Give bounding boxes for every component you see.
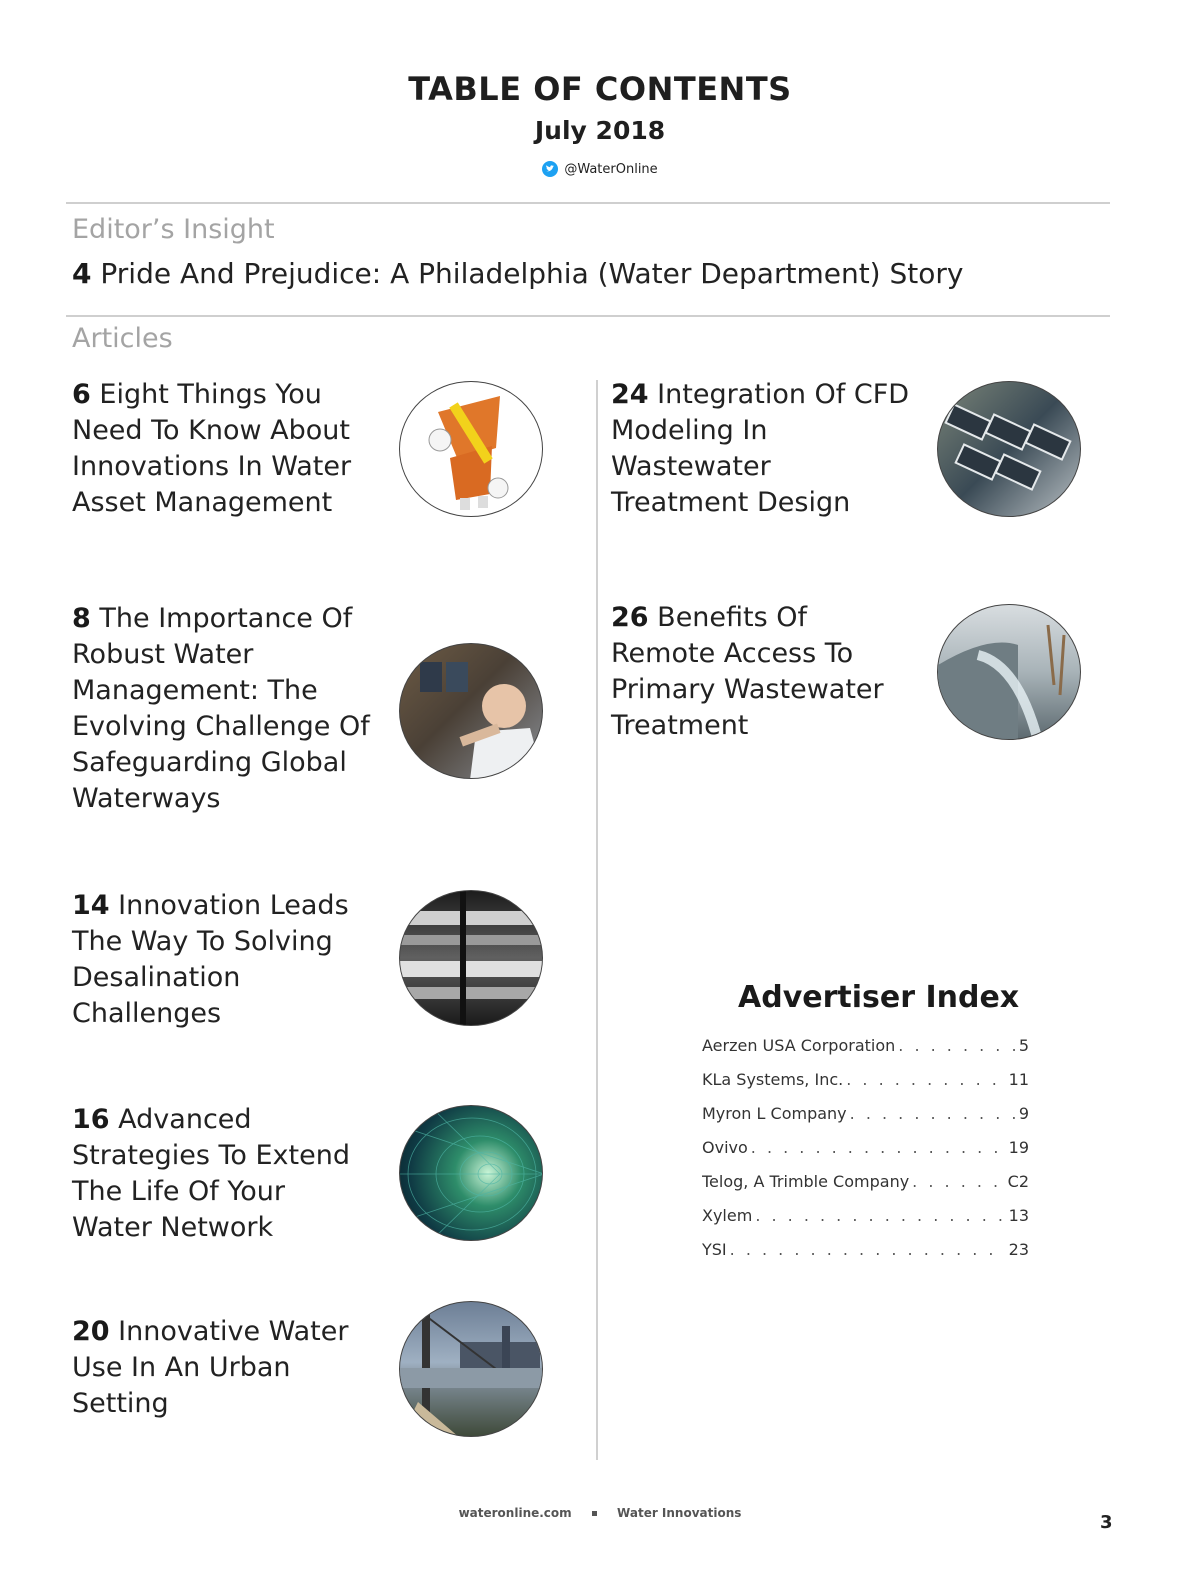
article-title: The Importance Of Robust Water Management: The Evolving Challenge Of Safeguarding Global Waterways [72, 603, 370, 814]
article-link[interactable] [72, 1102, 372, 1246]
advertiser-entry[interactable] [702, 1138, 1029, 1157]
advertiser-name: Myron L Company [702, 1104, 847, 1123]
section-label-editors-insight: Editor’s Insight [72, 214, 275, 245]
leader-dots [850, 1104, 1016, 1123]
social-link[interactable] [542, 161, 657, 177]
article-thumbnail [399, 643, 543, 779]
page-number-ref: 6 [72, 379, 91, 410]
advertiser-name: YSI [702, 1240, 727, 1259]
page-number-ref: 20 [72, 1316, 110, 1347]
advertiser-page: C2 [1007, 1172, 1029, 1191]
article-thumbnail [399, 1301, 543, 1437]
advertiser-entry[interactable] [702, 1036, 1029, 1055]
advertiser-name: Ovivo [702, 1138, 748, 1157]
footer-site-link[interactable]: wateronline.com [458, 1506, 572, 1520]
article-title: Advanced Strategies To Extend The Life Of Your Water Network [72, 1104, 350, 1243]
page-number-ref: 8 [72, 603, 91, 634]
page-footer [0, 1506, 1200, 1520]
leader-dots [912, 1172, 1004, 1191]
article-title: Pride And Prejudice: A Philadelphia (Water Department) Story [100, 257, 964, 290]
article-title: Integration Of CFD Modeling In Wastewater Treatment Design [611, 379, 910, 518]
article-thumbnail [399, 1105, 543, 1241]
advertiser-entry[interactable] [702, 1172, 1029, 1191]
article-thumbnail [399, 890, 543, 1026]
leader-dots [751, 1138, 1006, 1157]
article-thumbnail [937, 604, 1081, 740]
page-header [0, 70, 1200, 181]
divider [66, 202, 1110, 204]
advertiser-name: Telog, A Trimble Company [702, 1172, 910, 1191]
leader-dots [755, 1206, 1005, 1225]
page-number-ref: 26 [611, 602, 649, 633]
advertiser-page: 13 [1008, 1206, 1029, 1225]
advertiser-page: 19 [1008, 1138, 1029, 1157]
page-title: TABLE OF CONTENTS [408, 70, 792, 108]
footer-publication: Water Innovations [617, 1506, 742, 1520]
editors-insight-link[interactable] [72, 257, 963, 290]
advertiser-page: 23 [1008, 1240, 1029, 1259]
section-label-articles: Articles [72, 323, 173, 354]
twitter-icon [542, 161, 558, 177]
advertiser-page: 5 [1018, 1036, 1029, 1055]
article-title: Innovation Leads The Way To Solving Desalination Challenges [72, 890, 349, 1029]
page-number-ref: 16 [72, 1104, 110, 1135]
article-thumbnail [937, 381, 1081, 517]
advertiser-index-title: Advertiser Index [738, 980, 1020, 1015]
page-number-ref: 14 [72, 890, 110, 921]
column-divider [596, 380, 598, 1460]
divider [66, 315, 1110, 317]
article-link[interactable] [72, 888, 372, 1032]
page-number-ref: 4 [72, 257, 92, 290]
advertiser-page: 9 [1018, 1104, 1029, 1123]
advertiser-entry[interactable] [702, 1104, 1029, 1123]
article-thumbnail [399, 381, 543, 517]
page-number: 3 [1100, 1512, 1113, 1533]
advertiser-name: Xylem [702, 1206, 753, 1225]
issue-date: July 2018 [534, 116, 666, 145]
social-handle: @WaterOnline [564, 161, 658, 177]
advertiser-page: 11 [1008, 1070, 1029, 1089]
footer-separator [592, 1511, 597, 1516]
advertiser-name: KLa Systems, Inc. [702, 1070, 844, 1089]
article-link[interactable] [72, 1314, 372, 1422]
article-title: Innovative Water Use In An Urban Setting [72, 1316, 349, 1419]
page-number-ref: 24 [611, 379, 649, 410]
article-title: Eight Things You Need To Know About Innovations In Water Asset Management [72, 379, 352, 518]
advertiser-entry[interactable] [702, 1206, 1029, 1225]
advertiser-name: Aerzen USA Corporation [702, 1036, 896, 1055]
article-link[interactable] [611, 600, 911, 744]
leader-dots [730, 1240, 1006, 1259]
article-link[interactable] [72, 601, 372, 817]
advertiser-entry[interactable] [702, 1070, 1029, 1089]
leader-dots [846, 1070, 1005, 1089]
advertiser-entry[interactable] [702, 1240, 1029, 1259]
leader-dots [898, 1036, 1016, 1055]
article-link[interactable] [611, 377, 911, 521]
article-link[interactable] [72, 377, 372, 521]
article-title: Benefits Of Remote Access To Primary Wastewater Treatment [611, 602, 884, 741]
